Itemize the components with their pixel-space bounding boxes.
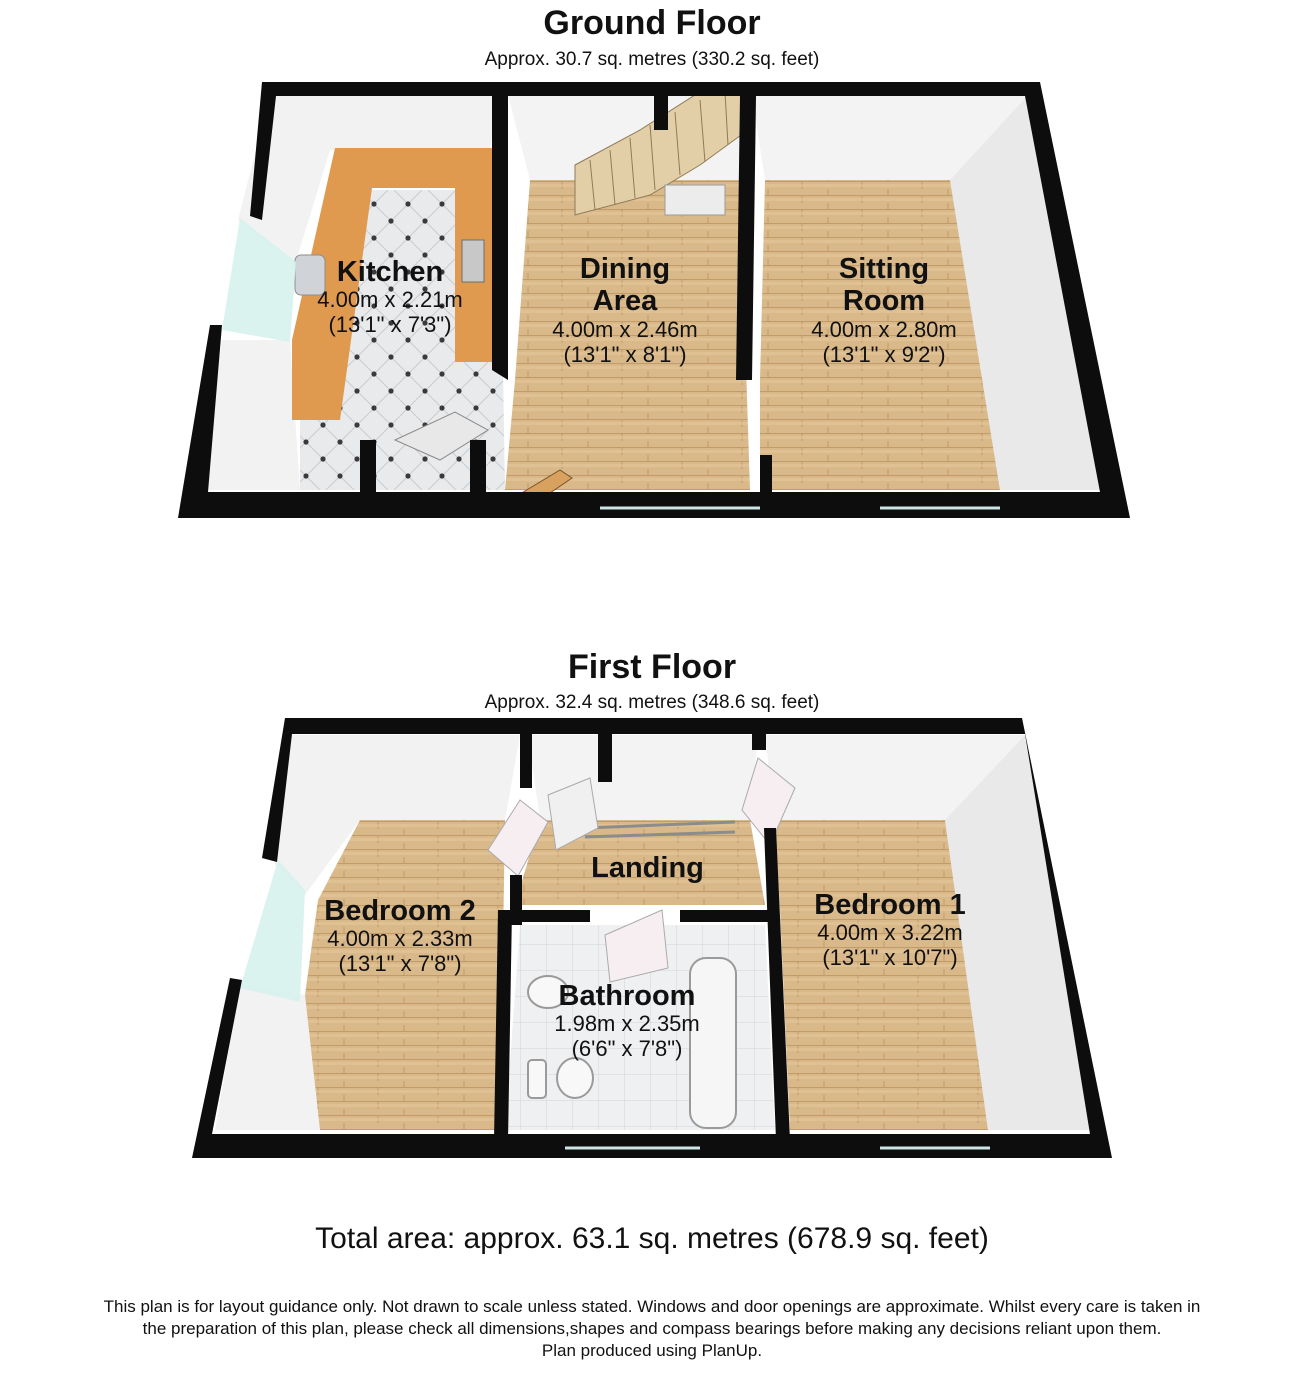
landing-label <box>560 852 735 884</box>
bathroom-dim-m: 1.98m x 2.35m <box>554 1011 700 1037</box>
bedroom2-dim-ft: (13'1" x 7'8") <box>338 951 462 977</box>
bathroom-dim-ft: (6'6" x 7'8") <box>571 1036 683 1062</box>
disclaimer <box>0 1296 1304 1362</box>
under-stairs-cupboard <box>665 185 725 215</box>
disclaimer-line-1: This plan is for layout guidance only. Not drawn to scale unless stated. Windows and door openings are approximate. Whilst every care is taken in <box>103 1297 1201 1316</box>
bedroom2-dim-m: 4.00m x 2.33m <box>327 926 473 952</box>
bathroom-label <box>527 980 727 1062</box>
bedroom1-dim-ft: (13'1" x 10'7") <box>822 945 958 971</box>
dining-area-dim-m: 4.00m x 2.46m <box>552 316 698 342</box>
sitting-room-label <box>784 253 984 367</box>
sitting-room-name-1: Sitting <box>838 253 930 285</box>
ground-floor-area: Approx. 30.7 sq. metres (330.2 sq. feet) <box>484 49 820 70</box>
bedroom2-name: Bedroom 2 <box>324 895 476 927</box>
toilet <box>557 1058 593 1098</box>
dining-area-dim-ft: (13'1" x 8'1") <box>563 341 687 367</box>
kitchen-dim-m: 4.00m x 2.21m <box>317 287 463 313</box>
bedroom2-window <box>240 860 305 1002</box>
kitchen-label <box>290 256 490 338</box>
disclaimer-line-2: the preparation of this plan, please check all dimensions,shapes and compass bearings before making any decisions reliant upon them. <box>142 1319 1162 1338</box>
kitchen-dim-ft: (13'1" x 7'3") <box>328 312 452 338</box>
sitting-room-dim-m: 4.00m x 2.80m <box>811 316 957 342</box>
total-area: Total area: approx. 63.1 sq. metres (678.9 sq. feet) <box>315 1222 989 1255</box>
toilet-cistern <box>528 1060 546 1098</box>
kitchen-name: Kitchen <box>336 256 444 288</box>
bedroom1-name: Bedroom 1 <box>814 889 966 921</box>
sitting-room-name-2: Room <box>842 285 926 318</box>
ground-floor-title: Ground Floor <box>543 4 761 42</box>
bedroom2-label <box>300 895 500 977</box>
first-floor-title: First Floor <box>567 648 737 686</box>
dining-area-name-2: Area <box>592 285 658 318</box>
landing-name: Landing <box>591 852 704 884</box>
bedroom1-dim-m: 4.00m x 3.22m <box>817 920 963 946</box>
dining-area-name-1: Dining <box>579 253 671 285</box>
first-floor-area: Approx. 32.4 sq. metres (348.6 sq. feet) <box>484 692 820 713</box>
disclaimer-line-3: Plan produced using PlanUp. <box>541 1341 763 1360</box>
first-floor-plan <box>0 710 1304 1190</box>
sitting-room-dim-ft: (13'1" x 9'2") <box>822 341 946 367</box>
dining-area-label <box>525 253 725 367</box>
bathroom-name: Bathroom <box>558 980 696 1012</box>
bedroom1-label <box>790 889 990 971</box>
